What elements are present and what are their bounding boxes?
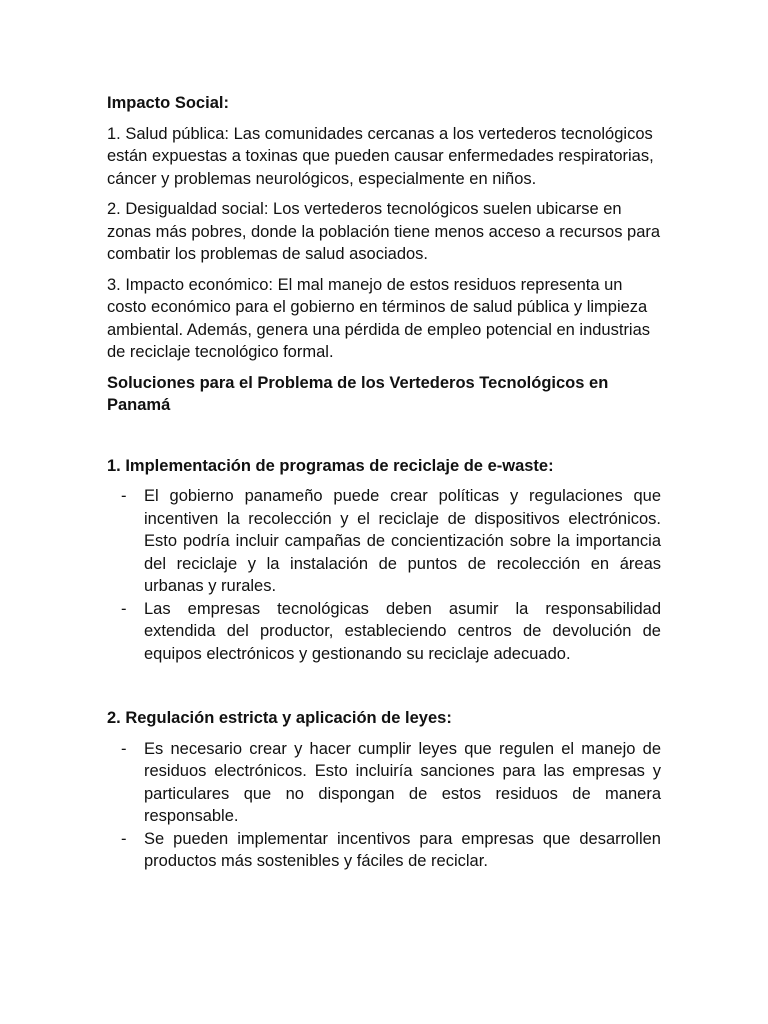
soluciones-heading: Soluciones para el Problema de los Vertederos Tecnológicos en Panamá (107, 373, 609, 414)
spacer (107, 425, 661, 455)
list-item-text: Las empresas tecnológicas deben asumir la responsabilidad extendida del productor, estableciendo centros de devolución de equipos electrónicos y gestionando su reciclaje adecuado. (144, 599, 661, 663)
bullet-dash: - (121, 599, 127, 618)
document-content (107, 92, 661, 873)
list-item-text: El gobierno panameño puede crear políticas y regulaciones que incentiven la recolección y el reciclaje de dispositivos electrónicos. Esto podría incluir campañas de concientización sobre la importancia del reciclaje y la instalación de puntos de recolección en áreas urbanas y rurales. (144, 487, 661, 595)
section-title-regulacion: 2. Regulación estricta y aplicación de leyes: (107, 709, 452, 727)
spacer (107, 665, 661, 707)
impacto-social-heading: Impacto Social: (107, 94, 229, 112)
bullet-dash: - (121, 739, 127, 758)
paragraph-salud-publica: 1. Salud pública: Las comunidades cercanas a los vertederos tecnológicos están expuestas a toxinas que pueden causar enfermedades respiratorias, cáncer y problemas neurológicos, especialmente en niños. (107, 124, 654, 188)
bullet-dash: - (121, 829, 127, 848)
list-item-text: Se pueden implementar incentivos para empresas que desarrollen productos más sostenibles y fáciles de reciclar. (144, 829, 661, 870)
paragraph-impacto-economico: 3. Impacto económico: El mal manejo de estos residuos representa un costo económico para el gobierno en términos de salud pública y limpieza ambiental. Además, genera una pérdida de empleo potencial en industrias de reciclaje tecnológico formal. (107, 275, 651, 361)
bullet-list-regulacion (107, 738, 661, 873)
list-item (107, 828, 661, 873)
paragraph-desigualdad-social: 2. Desigualdad social: Los vertederos tecnológicos suelen ubicarse en zonas más pobres, donde la población tiene menos acceso a recursos para combatir los problemas de salud asociados. (107, 200, 661, 263)
list-item (107, 485, 661, 598)
list-item (107, 738, 661, 828)
section-title-reciclaje: 1. Implementación de programas de reciclaje de e-waste: (107, 456, 554, 475)
bullet-dash: - (121, 487, 127, 505)
list-item (107, 598, 661, 666)
list-item-text: Es necesario crear y hacer cumplir leyes que regulen el manejo de residuos electrónicos. Esto incluiría sanciones para las empresas y particulares que no dispongan de estos residuos de manera responsable. (144, 739, 661, 825)
bullet-list-reciclaje (107, 485, 661, 665)
